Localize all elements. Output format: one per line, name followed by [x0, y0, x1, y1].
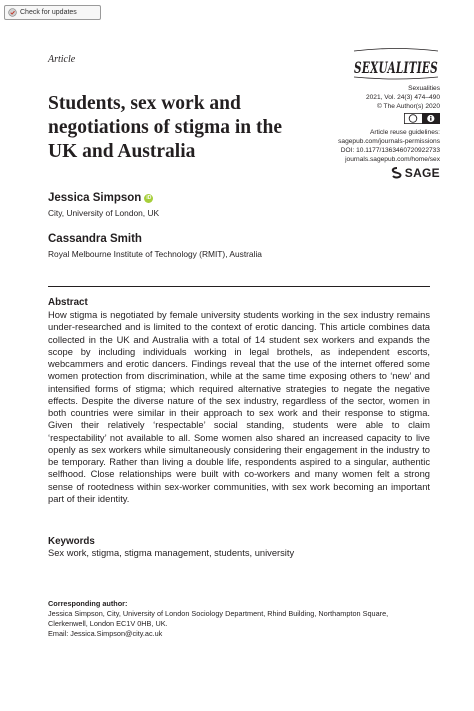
sage-logo [390, 166, 440, 180]
journal-logo [352, 46, 440, 82]
journal-logo-text: SEXUALITIES [354, 58, 438, 77]
divider [48, 286, 430, 287]
corresponding-author-details [48, 609, 433, 639]
article-type-label: Article [48, 54, 76, 65]
doi[interactable]: DOI: 10.1177/1363460720922733 [340, 147, 440, 155]
corresponding-author-heading: Corresponding author: [48, 599, 128, 608]
publisher-name: SAGE [404, 166, 440, 180]
journal-name: Sexualities [408, 85, 440, 92]
keywords-text: Sex work, stigma, stigma management, students, university [48, 548, 295, 558]
update-icon [8, 8, 17, 17]
corresponding-author-email[interactable]: Email: Jessica.Simpson@city.ac.uk [48, 629, 163, 638]
permissions-link[interactable]: sagepub.com/journals-permissions [338, 138, 440, 146]
corresponding-author-address: Jessica Simpson, City, University of London Sociology Department, Rhind Building, Northampton Square, [48, 609, 389, 618]
copyright-line: © The Author(s) 2020 [376, 103, 440, 111]
check-for-updates-label: Check for updates [20, 9, 77, 16]
author-1-name: Jessica Simpson [48, 192, 142, 204]
author-name [48, 192, 153, 204]
author-2-affiliation: Royal Melbourne Institute of Technology (RMIT), Australia [48, 249, 262, 259]
sage-mark-icon [390, 167, 404, 179]
journal-volume: 2021, Vol. 24(3) 474–490 [365, 94, 440, 102]
corresponding-author-city: Clerkenwell, London EC1V 0HB, UK. [48, 619, 168, 628]
check-for-updates-button[interactable] [4, 5, 101, 20]
author-1-affiliation: City, University of London, UK [48, 208, 160, 218]
reuse-guidelines-label: Article reuse guidelines: [369, 128, 440, 136]
author-2-name: Cassandra Smith [48, 233, 142, 245]
abstract-text: How stigma is negotiated by female university students working in the sex industry remains under-researched and is limited to the context of erotic dancing. This article combines data collected in the UK and Australia with a total of 14 student sex workers and expands the scope by including individuals working in legal brothels, as independent escorts, webcammers and erotic dancers. Findings reveal that the use of the internet offered some women protection from discrimination, while at the same time exposing others to ‘new’ and intensified forms of stigma; which required alternative strategies to negate the negative effects. Despite the diverse nature of the sex industry, regardless of the sector, women in both countries were similar in their approach to sex work and their response to stigma. Given their relatively ‘respectable’ social standing, students were able to claim ‘respectability’ not available to all. Some women also shared an increased capacity to live openly as sex workers while simultaneously considering their engagement in the industry to be temporary. Rather than living a double life, respondents aspired to a singular, authentic selfhood. Close relationships were built with co-workers and many women felt a strong sense of rootedness within sex-worker communities, with sex work becoming an important part of their identity. [48, 310, 430, 504]
abstract-heading: Abstract [48, 297, 88, 308]
orcid-icon[interactable]: iD [146, 195, 152, 201]
journal-metadata [338, 84, 440, 165]
article-title: Students, sex work and negotiations of stigma in the UK and Australia [48, 93, 282, 162]
cc-by-license-icon [404, 113, 440, 124]
journal-homepage-link[interactable]: journals.sagepub.com/home/sex [345, 156, 440, 164]
keywords-heading: Keywords [48, 536, 95, 547]
